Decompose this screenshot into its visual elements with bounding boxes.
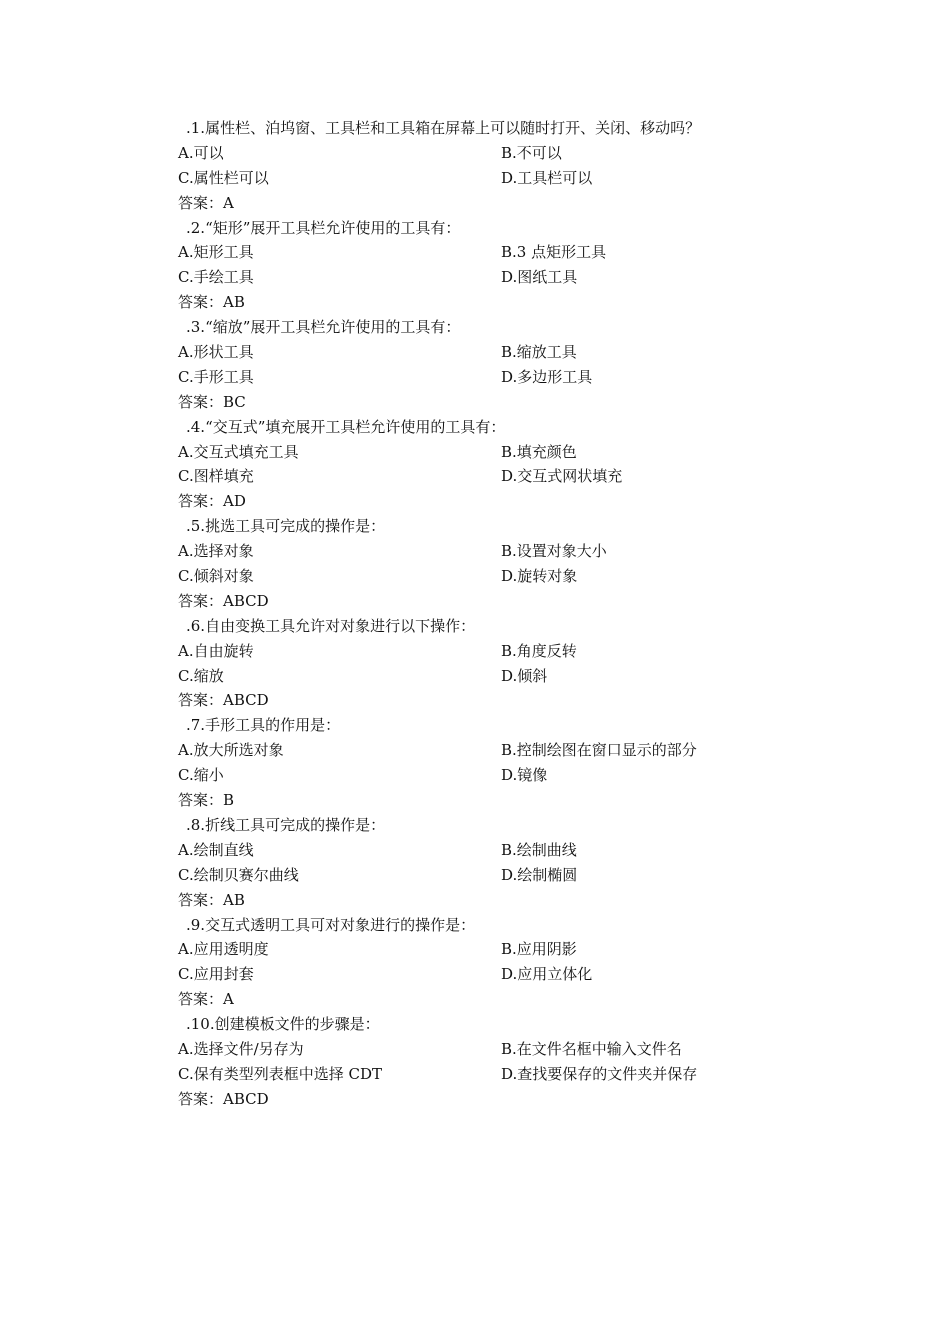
option-row [178, 639, 798, 664]
question-block [178, 913, 798, 1013]
option-c: C.手绘工具 [178, 268, 254, 287]
option-d: D.图纸工具 [501, 268, 578, 287]
option-c: C.属性栏可以 [178, 168, 269, 187]
answer-text: 答案：AB [178, 293, 245, 312]
question-block [178, 1012, 798, 1112]
answer-text: 答案：ABCD [178, 1089, 269, 1108]
question-block [178, 514, 798, 614]
option-b: B.角度反转 [501, 641, 577, 660]
question-block [178, 216, 798, 316]
option-row [178, 1062, 798, 1087]
option-row [178, 738, 798, 763]
option-b: B.不可以 [501, 143, 562, 162]
question-block [178, 813, 798, 913]
option-a: A.矩形工具 [178, 243, 254, 262]
option-d: D.多边形工具 [501, 367, 593, 386]
option-row [178, 365, 798, 390]
option-a: A.放大所选对象 [178, 741, 284, 760]
option-row [178, 539, 798, 564]
quiz-document [178, 116, 798, 1112]
option-row [178, 464, 798, 489]
answer-text: 答案：A [178, 990, 234, 1009]
question-text: .6.自由变换工具允许对对象进行以下操作： [186, 616, 476, 635]
question-block [178, 415, 798, 515]
question-text: .3.“缩放”展开工具栏允许使用的工具有： [186, 318, 461, 337]
option-row [178, 141, 798, 166]
option-a: A.绘制直线 [178, 840, 254, 859]
option-b: B.在文件名框中输入文件名 [501, 1039, 682, 1058]
question-block [178, 614, 798, 714]
answer-text: 答案：BC [178, 392, 246, 411]
option-a: A.选择对象 [178, 542, 254, 561]
option-a: A.交互式填充工具 [178, 442, 299, 461]
option-d: D.绘制椭圆 [501, 865, 578, 884]
question-text: .2.“矩形”展开工具栏允许使用的工具有： [186, 218, 461, 237]
option-a: A.选择文件/另存为 [178, 1039, 304, 1058]
option-row [178, 1037, 798, 1062]
option-d: D.工具栏可以 [501, 168, 593, 187]
option-a: A.自由旋转 [178, 641, 254, 660]
answer-text: 答案：B [178, 791, 235, 810]
option-c: C.绘制贝赛尔曲线 [178, 865, 299, 884]
option-d: D.镜像 [501, 766, 548, 785]
option-b: B.控制绘图在窗口显示的部分 [501, 741, 697, 760]
question-text: .10.创建模板文件的步骤是： [186, 1015, 380, 1034]
option-b: B.填充颜色 [501, 442, 577, 461]
question-block [178, 713, 798, 813]
option-a: A.形状工具 [178, 343, 254, 362]
option-c: C.倾斜对象 [178, 567, 254, 586]
option-b: B.设置对象大小 [501, 542, 607, 561]
option-d: D.交互式网状填充 [501, 467, 623, 486]
option-c: C.缩小 [178, 766, 224, 785]
option-b: B.绘制曲线 [501, 840, 577, 859]
option-c: C.手形工具 [178, 367, 254, 386]
option-d: D.倾斜 [501, 666, 548, 685]
option-c: C.应用封套 [178, 965, 254, 984]
option-row [178, 166, 798, 191]
option-c: C.缩放 [178, 666, 224, 685]
option-row [178, 863, 798, 888]
option-b: B.应用阴影 [501, 940, 577, 959]
answer-text: 答案：ABCD [178, 591, 269, 610]
option-row [178, 265, 798, 290]
answer-text: 答案：ABCD [178, 691, 269, 710]
option-row [178, 340, 798, 365]
option-row [178, 564, 798, 589]
question-text: .9.交互式透明工具可对对象进行的操作是： [186, 915, 476, 934]
option-row [178, 440, 798, 465]
option-row [178, 664, 798, 689]
answer-text: 答案：A [178, 193, 234, 212]
option-c: C.保有类型列表框中选择 CDT [178, 1064, 382, 1083]
answer-text: 答案：AD [178, 492, 246, 511]
question-text: .5.挑选工具可完成的操作是： [186, 517, 386, 536]
question-text: .8.折线工具可完成的操作是： [186, 815, 386, 834]
option-row [178, 240, 798, 265]
question-block [178, 116, 798, 216]
option-row [178, 937, 798, 962]
option-row [178, 763, 798, 788]
option-b: B.缩放工具 [501, 343, 577, 362]
option-b: B.3 点矩形工具 [501, 243, 607, 262]
option-row [178, 838, 798, 863]
answer-text: 答案：AB [178, 890, 245, 909]
option-d: D.查找要保存的文件夹并保存 [501, 1064, 698, 1083]
option-a: A.应用透明度 [178, 940, 269, 959]
question-block [178, 315, 798, 415]
option-d: D.旋转对象 [501, 567, 578, 586]
option-c: C.图样填充 [178, 467, 254, 486]
option-a: A.可以 [178, 143, 224, 162]
question-text: .1.属性栏、泊坞窗、工具栏和工具箱在屏幕上可以随时打开、关闭、移动吗？ [186, 119, 701, 137]
question-text: .4.“交互式”填充展开工具栏允许使用的工具有： [186, 417, 506, 436]
option-row [178, 962, 798, 987]
question-text: .7.手形工具的作用是： [186, 716, 341, 735]
option-d: D.应用立体化 [501, 965, 593, 984]
